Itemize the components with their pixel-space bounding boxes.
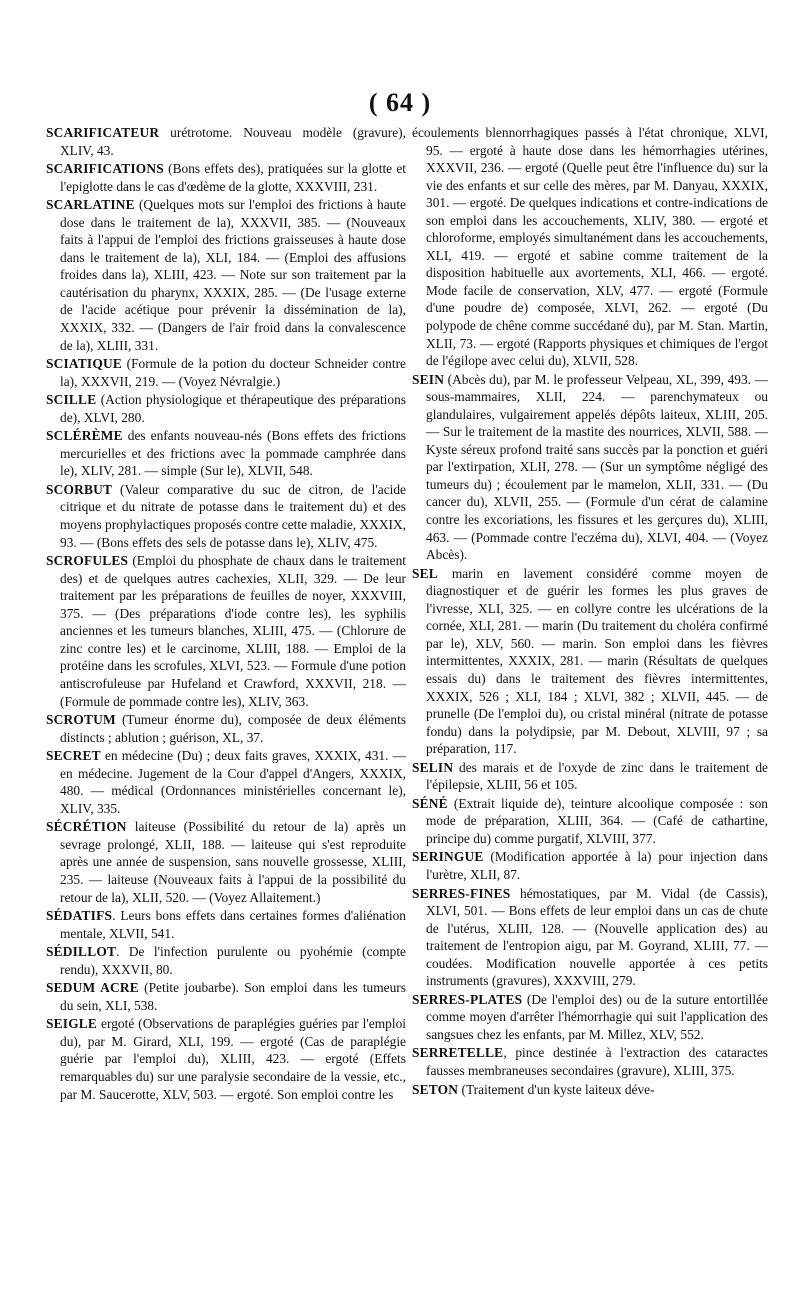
index-entry xyxy=(412,848,768,883)
entry-text: (Petite joubarbe). Son emploi dans les tumeurs du sein, XLI, 538. xyxy=(60,980,406,1013)
right-column xyxy=(412,124,768,1099)
index-entry xyxy=(46,747,406,817)
index-entry xyxy=(46,943,406,978)
index-entry xyxy=(46,355,406,390)
index-entry xyxy=(412,371,768,564)
entry-headword: SERRES-PLATES xyxy=(412,991,523,1007)
entry-text: (Traitement d'un kyste laiteux déve- xyxy=(458,1081,655,1097)
entry-text: des enfants nouveau-nés (Bons effets des frictions mercurielles et des frictions avec la pommade camphrée dans le), XLIV, 281. — simple (Sur le), XLVII, 548. xyxy=(60,428,406,479)
entry-headword: SCIATIQUE xyxy=(46,356,122,372)
index-entry xyxy=(46,160,406,195)
entry-text: urétrotome. Nouveau modèle (gravure), XLIV, 43. xyxy=(60,125,406,158)
entry-headword: SÉDATIFS xyxy=(46,908,113,924)
entry-text: hémostatiques, par M. Vidal (de Cassis), XLVI, 501. — Bons effets de leur emploi dans un cas de chute de l'utérus, XLIII, 128. — (Nouvelle application des) au traitement de l'entropion aigu, par M. Goyrand, XLIII, 77. — coudées. Modification nouvelle apportée à ces petits instruments (gravures), XXXVIII, 279. xyxy=(426,885,768,989)
entry-text: (Extrait liquide de), teinture alcoolique composée : son mode de préparation, XLIII, 364. — (Café de cathartine, principe du) comme purgatif, XLVIII, 377. xyxy=(426,795,768,846)
entry-text: (De l'emploi des) ou de la suture entortillée comme moyen d'arrêter l'hémorrhagie qui suit l'application des sangsues chez les enfants, par M. Millez, XLV, 552. xyxy=(426,991,768,1042)
entry-headword: SELIN xyxy=(412,759,454,775)
entry-text: laiteuse (Possibilité du retour de la) après un sevrage prolongé, XLII, 188. — laiteuse qui s'est reproduite après une année de suspension, sans nouvelle grossesse, XLIII, 235. — laiteuse (Nouveaux faits à l'appui de la possibilité du retour de la), XLII, 520. — (Voyez Allaitement.) xyxy=(60,819,406,905)
entry-headword: SCARIFICATIONS xyxy=(46,161,164,177)
index-entry xyxy=(46,196,406,354)
entry-text: (Abcès du), par M. le professeur Velpeau, XL, 399, 493. — sous-mammaires, XLII, 224. — parenchymateux ou glandulaires, vulgairement appelés dépôts laiteux, XLIII, 205. — Sur le traitement de la mastite des nourrices, XLVII, 588. — Kyste séreux profond traité sans succès par la ponction et guéri par l'extirpation, XLII, 278. — (Sur un symptôme négligé des tumeurs du) ; écoulement par le mamelon, XLII, 331. — (Du cancer du), XLVII, 255. — (Formule d'un cérat de calamine contre les excoriations, les fissures et les gerçures du), XLIII, 463. — (Pommade contre l'eczéma du), XLVI, 404. — (Voyez Abcès). xyxy=(426,371,768,563)
entry-text: ergoté (Observations de paraplégies guéries par l'emploi du), par M. Girard, XLI, 199. — ergoté (Cas de paraplégie guérie par l'emploi du), XLIII, 423. — ergoté (Effets remarquables du) sur une paralysie secondaire de la vessie, etc., par M. Saucerotte, XLV, 503. — ergoté. Son emploi contre les xyxy=(60,1016,406,1102)
index-entry xyxy=(412,1081,768,1099)
entry-headword: SERRES-FINES xyxy=(412,885,511,901)
entry-text: (Tumeur énorme du), composée de deux éléments distincts ; ablution ; guérison, XL, 37. xyxy=(60,712,406,745)
index-entry xyxy=(46,711,406,746)
page-number: ( 64 ) xyxy=(368,88,432,117)
index-entry xyxy=(46,979,406,1014)
index-entry xyxy=(46,124,406,159)
entry-headword: SCARIFICATEUR xyxy=(46,125,160,140)
entry-headword: SEIGLE xyxy=(46,1016,98,1032)
entry-text: écoulements blennorrhagiques passés à l'état chronique, XLVI, 95. — ergoté à haute dose dans les hémorrhagies utérines, XXXVII, 236. — ergoté (Quelle peut être l'influence du) sur la vie des enfants et sur celle des mères, par M. Danyau, XXXIX, 301. — ergoté. De quelques indications et contre-indications de son emploi dans les accouchements, XLIV, 380. — ergoté et chloroforme, employés simultanément dans les accouchements, XLI, 419. — ergoté et sabine comme traitement de la disposition habituelle aux avortements, XLI, 466. — ergoté. Mode facile de conservation, XLV, 477. — ergoté (Formule d'une poudre de) composée, XLVI, 262. — ergoté (Du polypode de chêne comme succédané du), par M. Stan. Martin, XLII, 73. — ergoté (Rapports physiques et chimiques de l'ergot de l'égilope avec celui du), XLVII, 528. xyxy=(412,125,768,369)
entry-headword: SÉCRÉTION xyxy=(46,819,127,835)
entry-headword: SEDUM ACRE xyxy=(46,980,139,996)
index-entry xyxy=(46,481,406,551)
entry-headword: SECRET xyxy=(46,748,101,764)
entry-text: (Valeur comparative du suc de citron, de l'acide citrique et du nitrate de potasse dans le traitement du) et des moyens prophylactiques proposés contre cette maladie, XXXIX, 93. — (Bons effets des sels de potasse dans le), XLIV, 475. xyxy=(60,481,406,550)
entry-headword: SERINGUE xyxy=(412,849,484,865)
entry-headword: SETON xyxy=(412,1081,459,1097)
index-entry xyxy=(412,124,768,370)
entry-text: (Modification apportée à la) pour injection dans l'urètre, XLII, 87. xyxy=(426,849,768,882)
entry-headword: SÉDILLOT xyxy=(46,944,117,960)
entry-headword: SCLÉRÈME xyxy=(46,428,123,444)
entry-text: (Formule de la potion du docteur Schneider contre la), XXXVII, 219. — (Voyez Névralgie.) xyxy=(60,356,406,389)
index-entry xyxy=(412,885,768,990)
index-entry xyxy=(46,391,406,426)
index-entry xyxy=(46,818,406,906)
entry-text: (Bons effets des), pratiquées sur la glotte et l'epiglotte dans le cas d'œdème de la glotte, XXXVIII, 231. xyxy=(60,161,406,194)
entry-text: (Emploi du phosphate de chaux dans le traitement des) et de quelques autres cachexies, XLII, 329. — De leur traitement par les préparations de feuilles de noyer, XXXVIII, 375. — (Des préparations d'iode contre les), les syphilis anciennes et les tumeurs blanches, XLIII, 475. — (Chlorure de zinc contre les) et le carcinome, XLIII, 188. — Emploi de la protéine dans les scrofules, XLVI, 523. — Formule d'une potion antiscrofuleuse par Hufeland et Crawford, XXXVII, 218. — (Formule de pommade contre les), XLIV, 363. xyxy=(60,553,406,709)
entry-text: en médecine (Du) ; deux faits graves, XXXIX, 431. — en médecine. Jugement de la Cour d'appel d'Angers, XXXIX, 480. — médical (Ordonnances ministérielles concernant le), XLIV, 335. xyxy=(60,748,406,816)
entry-text: des marais et de l'oxyde de zinc dans le traitement de l'épilepsie, XLIII, 56 et 105. xyxy=(426,759,768,793)
entry-headword: SCROFULES xyxy=(46,553,129,569)
entry-headword: SCILLE xyxy=(46,392,97,408)
entry-text: (Quelques mots sur l'emploi des frictions à haute dose dans le traitement de la), XXXVII, 385. — (Nouveaux faits à l'appui de l'emploi des frictions graisseuses à haute dose dans le traitement de la), XLI, 184. — (Emploi des affusions froides dans la), XLIII, 423. — Note sur son traitement par la cautérisation du pharynx, XXXIX, 285. — (De l'usage externe de l'acide acétique pour prévenir la dissémination de la), XXXIX, 332. — (Dangers de l'air froid dans la convalescence de la), XLIII, 331. xyxy=(60,197,406,353)
entry-headword: SERRETELLE xyxy=(412,1045,504,1061)
entry-text: , pince destinée à l'extraction des cataractes fausses membraneuses secondaires (gravure), XLIII, 375. xyxy=(426,1045,768,1078)
entry-headword: SEL xyxy=(412,565,438,581)
index-entry xyxy=(412,565,768,758)
index-entry xyxy=(412,991,768,1044)
entry-text: . De l'infection purulente ou pyohémie (compte rendu), XXXVII, 80. xyxy=(60,944,406,977)
entry-text: (Action physiologique et thérapeutique des préparations de), XLVI, 280. xyxy=(60,392,406,425)
index-entry xyxy=(412,1044,768,1079)
entry-headword: SCORBUT xyxy=(46,481,113,497)
entry-headword: SCARLATINE xyxy=(46,197,135,213)
index-entry xyxy=(46,552,406,710)
index-entry xyxy=(46,1015,406,1103)
index-entry xyxy=(46,907,406,942)
entry-headword: SÉNÉ xyxy=(412,795,448,811)
entry-text: marin en lavement considéré comme moyen de diagnostiquer et de guérir les formes les plus graves de l'ivresse, XLI, 325. — en collyre contre les ulcérations de la cornée, XLI, 281. — marin (Du traitement du choléra confirmé par le), XLV, 560. — marin. Son emploi dans les fièvres intermittentes, XXXIX, 281. — marin (Résultats de quelques essais du) dans le traitement des fièvres intermittentes, XXXIX, 526 ; XLI, 184 ; XLVI, 382 ; XLVII, 445. — de prunelle (De l'emploi du), ou cristal minéral (nitrate de potasse fondu) dans la polydipsie, par M. Debout, XLVIII, 97 ; sa préparation, 117. xyxy=(426,565,768,757)
entry-headword: SEIN xyxy=(412,371,445,387)
index-entry xyxy=(412,759,768,794)
entry-headword: SCROTUM xyxy=(46,712,116,728)
entry-text: . Leurs bons effets dans certaines formes d'aliénation mentale, XLVII, 541. xyxy=(60,908,406,941)
index-entry xyxy=(412,795,768,848)
left-column xyxy=(46,124,406,1104)
index-entry xyxy=(46,427,406,480)
